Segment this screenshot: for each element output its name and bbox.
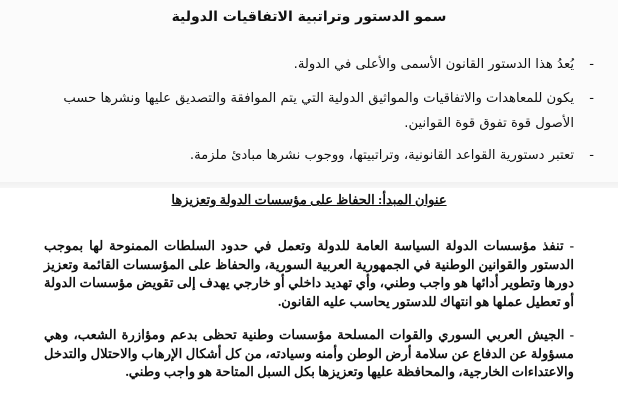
bullet-item: [189, 143, 594, 168]
principle-paragraph: - تنفذ مؤسسات الدولة السياسة العامة للدولة وتعمل في حدود السلطات الممنوحة لها بموجب الدستور والقوانين الوطنية في الجمهورية العربية السورية، والحفاظ على المؤسسات القائمة وتعزيز دورها وتطوير أدائها هو واجب وطني، وأي تهديد داخلي أو خارجي يهدف إلى تقويض مؤسسات الدولة أو تعطيل عملها هو انتهاك للدستور يحاسب عليه القانون.: [44, 238, 574, 309]
principle-title: [0, 192, 618, 208]
principle-title-text: عنوان المبدأ: الحفاظ على مؤسسات الدولة وتعزيزها: [171, 192, 447, 207]
section-title: سمو الدستور وتراتبية الاتفاقيات الدولية: [171, 9, 447, 25]
bullet-text: تعتبر دستورية القواعد القانونية، وتراتبيتها، ووجوب نشرها مبادئ ملزمة.: [189, 148, 574, 163]
constitution-section: [0, 0, 618, 182]
bullet-dash: -: [589, 57, 594, 72]
bullet-dash: -: [589, 91, 594, 106]
bullet-item: [293, 52, 594, 77]
principle-paragraph: - الجيش العربي السوري والقوات المسلحة مؤسسات وطنية تحظى بدعم ومؤازرة الشعب، وهي مسؤولة عن الدفاع عن سلامة أرض الوطن وأمنه وسيادته، من كل أشكال الإرهاب والاحتلال والتدخل والاعتداءات الخارجية، والمحافظة عليها وتعزيزها بكل السبل المتاحة هو واجب وطني.: [44, 327, 574, 379]
bullet-dash: -: [589, 148, 594, 163]
bullet-text: يُعدُ هذا الدستور القانون الأسمى والأعلى في الدولة.: [293, 57, 574, 72]
bullet-item: [44, 86, 594, 136]
principle-section: [0, 188, 618, 412]
bullet-text: يكون للمعاهدات والاتفاقيات والمواثيق الدولية التي يتم الموافقة والتصديق عليها ونشرها حسب الأصول قوة تفوق قوة القوانين.: [63, 91, 574, 131]
